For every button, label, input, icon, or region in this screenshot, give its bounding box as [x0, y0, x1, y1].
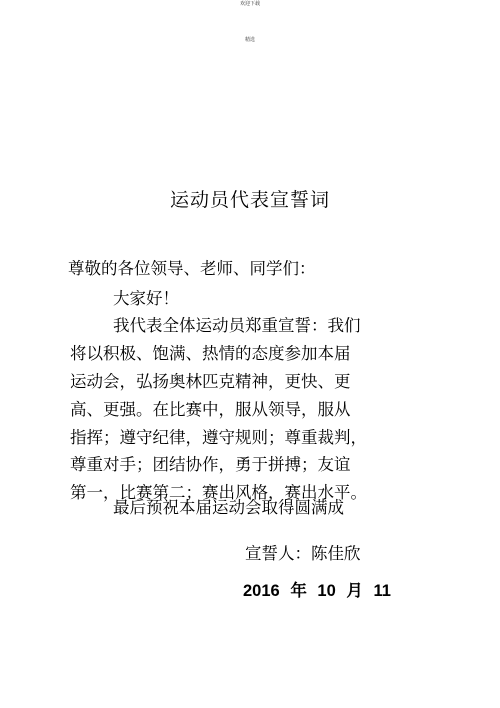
date-year-unit: 年 [290, 582, 307, 600]
header-sub-text: 精选 [244, 37, 255, 43]
date-month-unit: 月 [346, 582, 363, 600]
closing-line: 最后预祝本届运动会取得圆满成 [113, 498, 344, 517]
date-year: 2016 [243, 582, 280, 600]
signature: 宣誓人：陈佳欣 [245, 544, 361, 563]
date-day: 11 [373, 582, 391, 600]
greeting: 大家好！ [113, 289, 179, 308]
paragraph-line: 指挥；遵守纪律，遵守规则；尊重裁判， [70, 428, 367, 447]
paragraph-line: 高、更强。在比赛中，服从领导，服从 [70, 400, 351, 419]
salutation: 尊敬的各位领导、老师、同学们： [68, 259, 316, 278]
document-title: 运动员代表宣誓词 [169, 189, 330, 211]
date [243, 580, 397, 602]
paragraph-line: 运动会，弘扬奥林匹克精神，更快、更 [70, 372, 351, 391]
paragraph-line: 尊重对手；团结协作，勇于拼搏；友谊 [70, 455, 351, 474]
date-month: 10 [317, 582, 336, 600]
paragraph-line: 将以积极、饱满、热情的态度参加本届 [70, 344, 351, 363]
paragraph-line: 第一，比赛第二；赛出风格，赛出水平。 [70, 483, 367, 502]
header-top-text: 欢迎下载 [239, 1, 260, 7]
paragraph-line: 我代表全体运动员郑重宣誓：我们 [113, 316, 361, 335]
